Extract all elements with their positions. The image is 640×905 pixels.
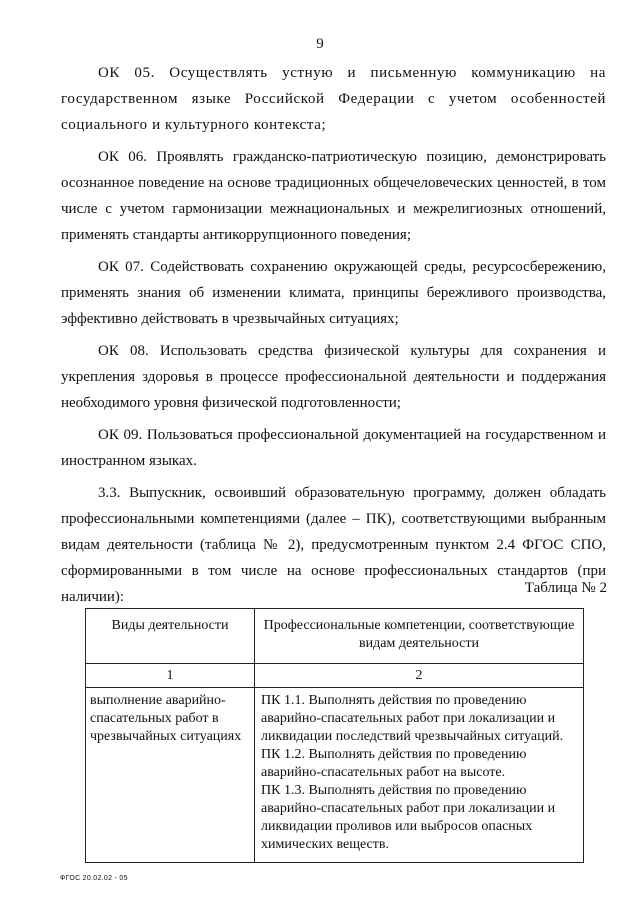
document-body <box>61 60 606 616</box>
paragraph-ok05: ОК 05. Осуществлять устную и письменную коммуникацию на государственном языке Российской Федерации с учетом особенностей социального и культурного контекста; <box>61 65 606 133</box>
paragraph-ok07: ОК 07. Содействовать сохранению окружающей среды, ресурсосбережению, применять знания об изменении климата, принципы бережливого производства, эффективно действовать в чрезвычайных ситуациях; <box>61 259 606 327</box>
competencies-table <box>85 608 584 863</box>
paragraph-3-3: 3.3. Выпускник, освоивший образовательную программу, должен обладать профессиональными компетенциями (далее – ПК), соответствующими выбранным видам деятельности (таблица № 2), предусмотренным пунктом 2.4 ФГОС СПО, сформированными в том числе на основе профессиональных стандартов (при наличии): <box>61 485 606 605</box>
column-number-2: 2 <box>255 664 584 688</box>
paragraph-ok06: ОК 06. Проявлять гражданско-патриотическую позицию, демонстрировать осознанное поведение на основе традиционных общечеловеческих ценностей, в том числе с учетом гармонизации межнациональных и межрелигиозных отношений, применять стандарты антикоррупционного поведения; <box>61 149 606 243</box>
header-professional-competencies: Профессиональные компетенции, соответствующие видам деятельности <box>255 609 584 664</box>
competency-pk-1-3: ПК 1.3. Выполнять действия по проведению аварийно-спасательных работ при локализации и ликвидации проливов или выбросов опасных химических веществ. <box>261 783 556 852</box>
competencies-cell <box>255 688 584 863</box>
table-header-row <box>86 609 584 664</box>
table-caption: Таблица № 2 <box>524 580 607 596</box>
table-row <box>86 688 584 863</box>
page-number: 9 <box>316 36 324 52</box>
paragraph-ok09: ОК 09. Пользоваться профессиональной документацией на государственном и иностранном языках. <box>61 427 606 469</box>
footer-document-code: ФГОС 20.02.02 - 05 <box>60 875 128 882</box>
competency-pk-1-2: ПК 1.2. Выполнять действия по проведению аварийно-спасательных работ на высоте. <box>261 747 527 780</box>
header-activity-types: Виды деятельности <box>86 609 255 664</box>
table-column-number-row <box>86 664 584 688</box>
competency-pk-1-1: ПК 1.1. Выполнять действия по проведению аварийно-спасательных работ при локализации и ликвидации последствий чрезвычайных ситуаций. <box>261 693 564 744</box>
activity-cell: выполнение аварийно-спасательных работ в чрезвычайных ситуациях <box>86 688 255 863</box>
paragraph-ok08: ОК 08. Использовать средства физической культуры для сохранения и укрепления здоровья в процессе профессиональной деятельности и поддержания необходимого уровня физической подготовленности; <box>61 343 606 411</box>
column-number-1: 1 <box>86 664 255 688</box>
